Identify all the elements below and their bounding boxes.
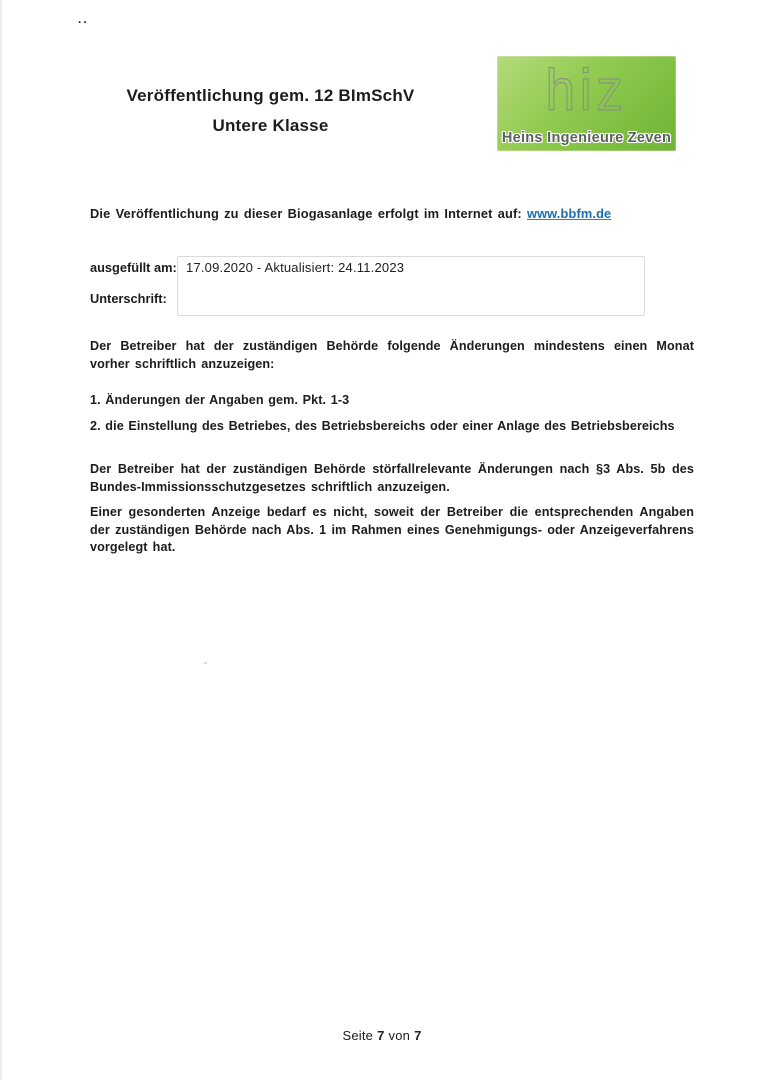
footer-total-pages: 7: [414, 1028, 422, 1043]
footer-current-page: 7: [377, 1028, 385, 1043]
notice-list-item-1: 1. Änderungen der Angaben gem. Pkt. 1-3: [90, 393, 350, 407]
scan-edge-artifact: [0, 0, 2, 1080]
notice-paragraph-3: Einer gesonderten Anzeige bedarf es nicht, soweit der Betreiber die entsprechenden Angaben der zuständigen Behörde nach Abs. 1 im Rahmen eines Genehmigungs- oder Anzeigeverfahrens vorgelegt hat.: [90, 505, 694, 554]
page-number-footer: [0, 1028, 764, 1043]
document-title: [98, 86, 443, 136]
scan-speck: [204, 662, 207, 664]
title-line-2: Untere Klasse: [212, 116, 329, 135]
publication-link[interactable]: www.bbfm.de: [526, 206, 612, 221]
company-logo: [497, 56, 676, 151]
logo-acronym-hiz: hiz: [545, 58, 628, 123]
scan-mark: ..: [78, 12, 89, 26]
notice-paragraph-2: Der Betreiber hat der zuständigen Behörde störfallrelevante Änderungen nach §3 Abs. 5b des Bundes-Immissionsschutzgesetzes schriftlich anzuzeigen.: [90, 462, 694, 494]
footer-word-page: Seite: [342, 1028, 374, 1043]
footer-word-of: von: [388, 1028, 411, 1043]
title-line-1: Veröffentlichung gem. 12 BImSchV: [126, 86, 415, 105]
notice-paragraph-1: Der Betreiber hat der zuständigen Behörde folgende Änderungen mindestens einen Monat vorher schriftlich anzuzeigen:: [90, 339, 694, 371]
publication-intro: [90, 206, 650, 221]
signature-label: Unterschrift:: [90, 291, 167, 306]
filled-on-value: 17.09.2020 - Aktualisiert: 24.11.2023: [186, 260, 405, 275]
filled-on-label: ausgefüllt am:: [90, 260, 177, 275]
logo-caption: Heins Ingenieure Zeven: [501, 130, 672, 146]
notice-list-item-2: 2. die Einstellung des Betriebes, des Betriebsbereichs oder einer Anlage des Betriebsbereichs: [90, 419, 675, 433]
publication-intro-text: Die Veröffentlichung zu dieser Biogasanlage erfolgt im Internet auf:: [90, 206, 527, 221]
